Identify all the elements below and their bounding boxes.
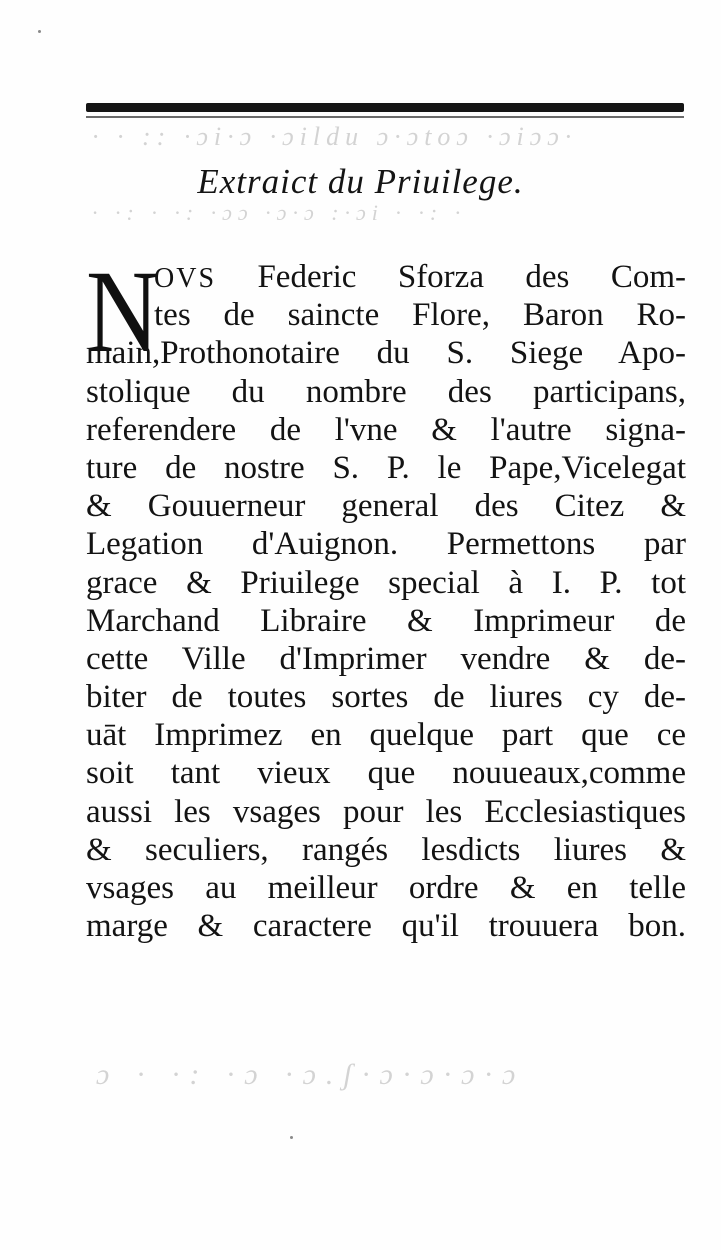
header-rule [86, 103, 684, 112]
text-line: grace & Priuilege special à I. P. tot [86, 564, 686, 601]
privilege-text [86, 246, 686, 945]
text-line: stolique du nombre des participans, [86, 373, 686, 410]
text-line: ture de nostre S. P. le Pape,Vicelegat [86, 449, 686, 486]
text-line: cette Ville d'Imprimer vendre & de- [86, 640, 686, 677]
text-line: main,Prothonotaire du S. Siege Apo- [86, 335, 686, 372]
text-line: aussi les vsages pour les Ecclesiastiques [86, 793, 686, 830]
first-word: OVS [154, 263, 217, 294]
text-line: referendere de l'vne & l'autre signa- [86, 411, 686, 448]
text-line: vsages au meilleur ordre & en telle [86, 870, 686, 906]
text-line: biter de toutes sortes de liures cy de- [86, 679, 686, 716]
line-text: Federic Sforza des Com- [257, 259, 686, 295]
text-line: & Gouuerneur general des Citez & [86, 488, 686, 525]
bleed-through-text: · ·: · ·: ·ɔɔ ·ɔ·ɔ :·ɔi · ·: · [92, 200, 467, 225]
text-line: soit tant vieux que nouueaux,comme [86, 755, 686, 792]
bleed-through-text: · · :: ·ɔi·ɔ ·ɔildu ɔ·ɔtoɔ ·ɔiɔɔ· [92, 122, 578, 151]
text-line [86, 258, 686, 296]
text-line: uāt Imprimez en quelque part que ce [86, 717, 686, 754]
text-line: & seculiers, rangés lesdicts liures & [86, 831, 686, 868]
paper-speck [38, 30, 41, 33]
drop-cap: N [86, 246, 160, 377]
header-rule-thin [86, 116, 684, 118]
bleed-through-text: ɔ · ·: ·ɔ ·ɔ.ʃ·ɔ·ɔ·ɔ·ɔ [96, 1058, 526, 1091]
paper-speck [290, 1136, 293, 1139]
text-line: marge & caractere qu'il trouuera bon. [86, 908, 686, 945]
text-line: Legation d'Auignon. Permettons par [86, 526, 686, 563]
text-line: Marchand Libraire & Imprimeur de [86, 602, 686, 639]
text-line: tes de saincte Flore, Baron Ro- [154, 297, 686, 334]
page-heading: Extraict du Priuilege. [197, 162, 524, 201]
